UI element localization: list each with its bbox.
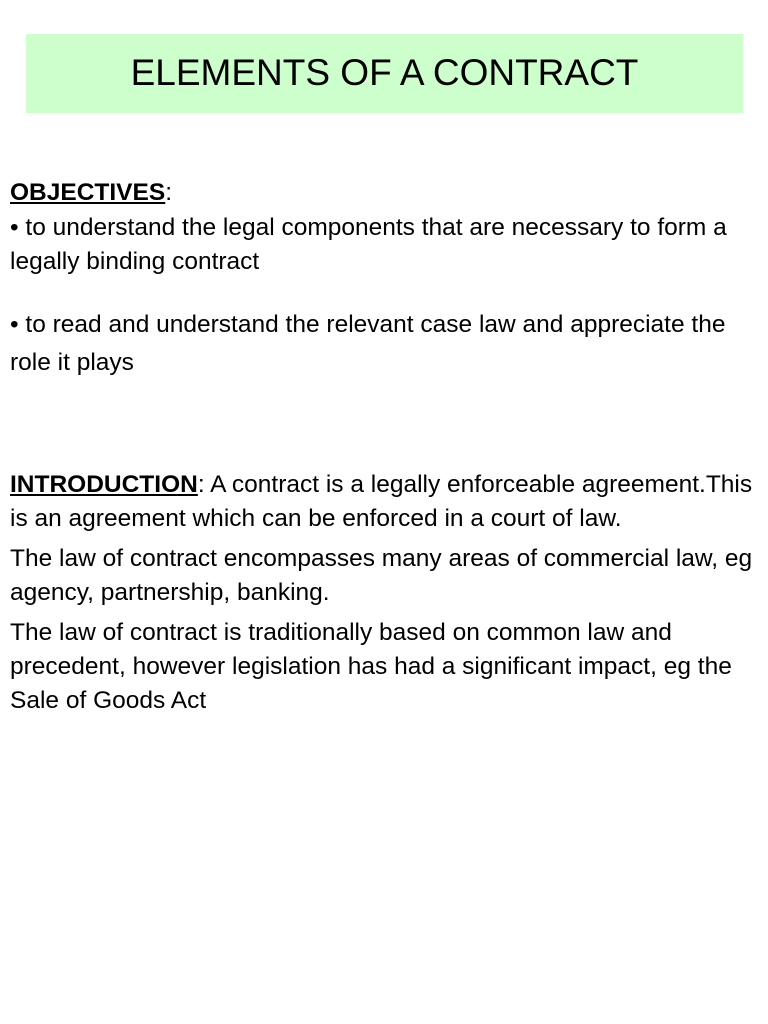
introduction-paragraph-3: The law of contract is traditionally based on common law and precedent, however legislation has had a significant impact, eg the Sale of Goods Act [10, 619, 732, 714]
objectives-heading: OBJECTIVES [10, 179, 166, 206]
objective-bullet-2: • to read and understand the relevant case law and appreciate the role it plays [10, 311, 726, 376]
objective-bullet-1: • to understand the legal components that are necessary to form a legally binding contract [10, 214, 727, 275]
slide-content [10, 176, 758, 718]
introduction-heading: INTRODUCTION [10, 471, 198, 498]
introduction-text: : A contract is a legally enforceable agreement.This is an agreement which can be enforced in a court of law. [10, 471, 753, 532]
objectives-heading-colon: : [165, 179, 173, 206]
slide-title: ELEMENTS OF A CONTRACT [130, 51, 639, 93]
introduction-paragraph-2: The law of contract encompasses many areas of commercial law, eg agency, partnership, banking. [10, 545, 753, 606]
objectives-section-heading [10, 176, 758, 210]
introduction-paragraph [10, 468, 758, 536]
slide-title-box [26, 34, 743, 113]
